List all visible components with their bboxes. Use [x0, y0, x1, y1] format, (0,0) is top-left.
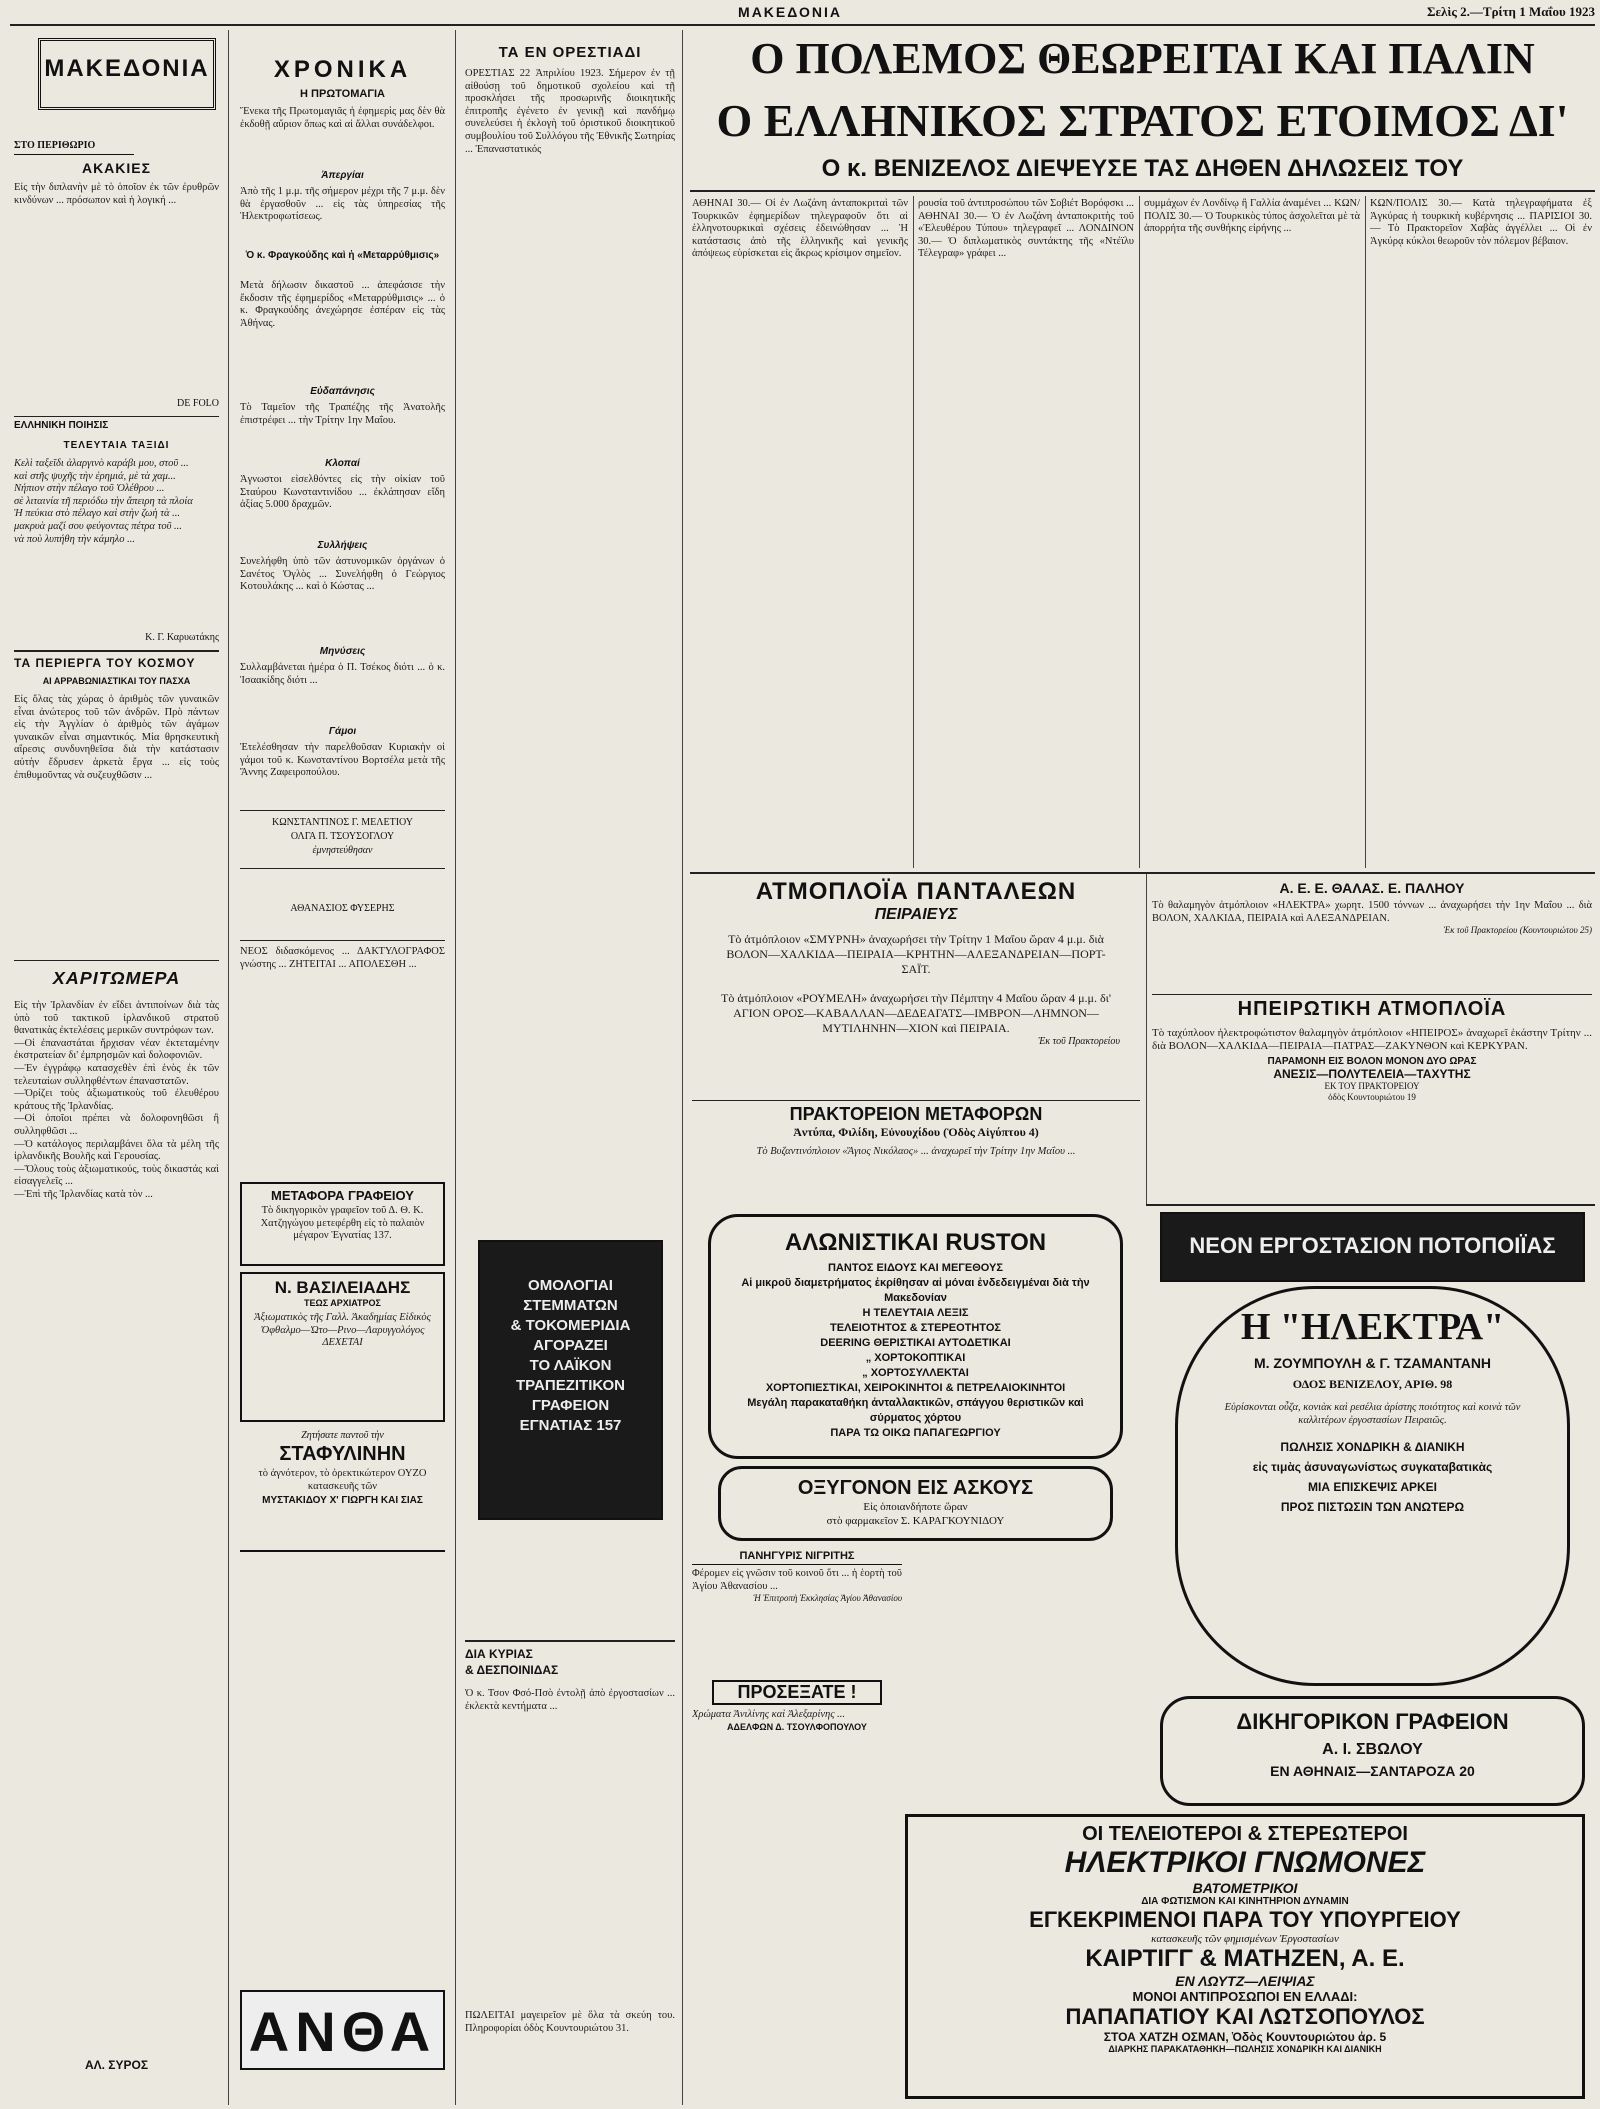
ad-antha: ΑΝΘΑ: [240, 1990, 445, 2070]
ad-dikigoros: [1160, 1696, 1585, 1806]
ad-ruston-title: ΑΛΩΝΙΣΤΙΚΑΙ RUSTON: [784, 1229, 1047, 1256]
ad-pantaleon-title: ΑΤΜΟΠΛΟΪΑ ΠΑΝΤΑΛΕΩΝ: [755, 878, 1077, 905]
ad-stafylini: [240, 1430, 445, 1540]
ad-dikigoros-title: ΔΙΚΗΓΟΡΙΚΟΝ ΓΡΑΦΕΙΟΝ: [1236, 1709, 1509, 1734]
ad-prosexate: [692, 1680, 902, 1820]
main-col-d: ΚΩΝ/ΠΟΛΙΣ 30.— Κατὰ τηλεγραφήματα ἐξ Ἀγκύρας ἡ τουρκικὴ κυβέρνησις ... ΠΑΡΙΣΙΟΙ 30.— Τὸ Πρακτορεῖον Χαβὰς ἀγγέλλει ... Οἱ ἐν Ἀγκύρᾳ κύκλοι θεωροῦν τὸν πόλεμον βέβαιον.: [1370, 198, 1592, 247]
ad-dikigoros-name: Α. Ι. ΣΒΩΛΟΥ: [1322, 1741, 1423, 1758]
ad-praktoreion: [692, 1104, 1140, 1204]
article-subtitle-perierga: ΑΙ ΑΡΡΑΒΩΝΙΑΣΤΙΚΑΙ ΤΟΥ ΠΑΣΧΑ: [42, 676, 191, 686]
divider: [14, 960, 219, 961]
ad-metafora: [240, 1182, 445, 1266]
ad-ilektra-addr: ΟΔΟΣ ΒΕΝΙΖΕΛΟΥ, ΑΡΙΘ. 98: [1292, 1377, 1453, 1391]
ad-panigyris-title: ΠΑΝΗΓΥΡΙΣ ΝΙΓΡΙΤΗΣ: [692, 1550, 902, 1565]
ad-gnomones-l4: ΔΙΑ ΦΩΤΙΣΜΟΝ ΚΑΙ ΚΙΝΗΤΗΡΙΟΝ ΔΥΝΑΜΙΝ: [1141, 1896, 1349, 1907]
section-label: ΣΤΟ ΠΕΡΙΘΩΡΙΟ: [14, 140, 134, 155]
ad-ilektra-title: Η "ΗΛΕΚΤΡΑ": [1240, 1306, 1505, 1348]
chronika-body5: Ἀγνωστοι εἰσελθόντες εἰς τὴν οἰκίαν τοῦ Σταύρου Κωνσταντινίδου ... ἐκλάπησαν εἴδη ἀξίας 5.000 δραχμῶν.: [240, 474, 445, 511]
ad-gnomones-l3: ΒΑΤΟΜΕΤΡΙΚΟΙ: [1192, 1880, 1298, 1896]
ad-ilektra-head: ΝΕΟΝ ΕΡΓΟΣΤΑΣΙΟΝ ΠΟΤΟΠΟΙΪΑΣ: [1189, 1233, 1556, 1258]
orestiada-title: ΤΑ ΕΝ ΟΡΕΣΤΙΑΔΙ: [498, 44, 642, 61]
headline-main: Ο ΠΟΛΕΜΟΣ ΘΕΩΡΕΙΤΑΙ ΚΑΙ ΠΑΛΙΝ: [750, 34, 1535, 83]
ad-gnomones-l9: ΜΟΝΟΙ ΑΝΤΙΠΡΟΣΩΠΟΙ ΕΝ ΕΛΛΑΔΙ:: [1132, 1989, 1358, 2004]
engagement-notice: [240, 816, 445, 864]
ad-praktoreion-body: Τὸ Βυζαντινόπλοιον «Ἅγιος Νικόλαος» ... ἀναχωρεῖ τὴν Τρίτην 1ην Μαΐου ...: [756, 1146, 1076, 1157]
col-rule-3: [682, 30, 683, 2105]
ad-prosexate-title: ΠΡΟΣΕΞΑΤΕ !: [712, 1680, 882, 1705]
ad-vasileiadis-sub: ΤΕΩΣ ΑΡΧΙΑΤΡΟΣ: [304, 1298, 381, 1308]
date-line: Σελὶς 2.—Τρίτη 1 Μαΐου 1923: [1426, 4, 1595, 19]
chronika-head2: Ἀπεργίαι: [321, 170, 364, 181]
ad-ilektra-lines: ΠΩΛΗΣΙΣ ΧΟΝΔΡΙΚΗ & ΔΙΑΝΙΚΗ εἰς τιμὰς ἀσυναγωνίστως συγκαταβατικὰς ΜΙΑ ΕΠΙΣΚΕΨΙΣ ΑΡΚΕΙ ΠΡΟΣ ΠΙΣΤΩΣΙΝ ΤΩΝ ΑΝΩΤΕΡΩ: [1252, 1440, 1493, 1515]
poetry-section: ΕΛΛΗΝΙΚΗ ΠΟΙΗΣΙΣ: [14, 420, 109, 431]
wedding-groom: ΑΘΑΝΑΣΙΟΣ ΦΥΣΕΡΗΣ: [290, 903, 395, 914]
ad-gnomones-l8: ΕΝ ΛΩΥΤΖ—ΛΕΙΨΙΑΣ: [1175, 1973, 1315, 1989]
ad-stafylini-body: τὸ ἀγνότερον, τὸ ὀρεκτικώτερον ΟΥΖΟ κατασκευῆς τῶν: [258, 1468, 430, 1492]
ad-ruston: [708, 1214, 1123, 1459]
ladies-body: Ὁ κ. Τσον Φσό-Πσὸ ἐντολῇ ἀπὸ ἐργοστασίων ... ἐκλεκτὰ κεντήματα ...: [465, 1688, 675, 1712]
logo-box: [38, 38, 216, 110]
divider: [1152, 994, 1592, 995]
signature-defolo: DE FOLO: [177, 398, 219, 409]
ad-panigyris-sig: Ἡ Ἐπιτροπὴ Ἐκκλησίας Ἁγίου Ἀθανασίου: [753, 1593, 902, 1604]
ad-thallas: [1152, 880, 1592, 990]
article-title-perierga: ΤΑ ΠΕΡΙΕΡΓΑ ΤΟΥ ΚΟΣΜΟΥ: [14, 656, 196, 670]
ad-ilektra-owners: Μ. ΖΟΥΜΠΟΥΛΗ & Γ. ΤΖΑΜΑΝΤΑΝΗ: [1253, 1355, 1492, 1371]
ad-gnomones-l6: κατασκευῆς τῶν φημισμένων Ἐργοστασίων: [1151, 1933, 1339, 1945]
divider: [1146, 1204, 1595, 1206]
ad-gnomones-l11: ΣΤΟΑ ΧΑΤΖΗ ΟΣΜΑΝ, Ὁδὸς Κουντουριώτου ἀρ. 5: [1103, 2030, 1387, 2044]
article-body-xaritomera: Εἰς τὴν Ἰρλανδίαν ἐν εἴδει ἀντιποίνων διὰ τὰς ὑπὸ τοῦ τακτικοῦ ἰρλανδικοῦ στρατοῦ θανατικὰς ἐκτελέσεις μερικῶν συντρόφων των. —Οἱ ἐπαναστάται ἤρχισαν νέαν ἐκτεταμένην ἐκστρατείαν δι' ἐμπρησμῶν καὶ δολοφονιῶν. —Ἐν ἐγγράφῳ κατασχεθὲν ἐπὶ ἑνὸς ἐκ τῶν τελευταίων συλληφθέντων ἐπαναστατῶν. —Ὀρίζει τοὺς ἀξιωματικοὺς τοῦ ἐλευθέρου κράτους τῆς Ἰρλανδίας. —Οἱ ὁποῖοι πρέπει νὰ δολοφονηθῶσι ἢ συλληφθῶσι ... —Ὁ κατάλογος περιλαμβάνει ὅλα τὰ μέλη τῆς ἰρλανδικῆς Βουλῆς καὶ Γερουσίας. —Ὅλους τοὺς ἀξιωματικούς, τοὺς δικαστάς καὶ εἰσαγγελεῖς ... —Ἐπὶ τῆς Ἰρλανδίας κατὰ τὸν ...: [14, 1000, 219, 1200]
ad-pantaleon-body1: Τὸ ἀτμόπλοιον «ΣΜΥΡΝΗ» ἀναχωρήσει τὴν Τρίτην 1 Μαΐου ὥραν 4 μ.μ. διὰ ΒΟΛΟΝ—ΧΑΛΚΙΔΑ—ΠΕΙΡΑΙΑ—ΚΡΗΤΗΝ—ΑΛΕΞΑΝΔΡΕΙΑΝ—ΠΟΡΤ-ΣΑΪΤ.: [726, 932, 1107, 976]
ad-gnomones-l10: ΠΑΠΑΠΑΤΙΟΥ ΚΑΙ ΛΩΤΣΟΠΟΥΛΟΣ: [1065, 2004, 1425, 2029]
poem-signature: Κ. Γ. Καρυωτάκης: [145, 632, 219, 643]
chronika-head8: Γάμοι: [328, 726, 357, 737]
divider: [240, 868, 445, 869]
ad-stafylini-head: Ζητήσατε παντοῦ τὴν: [301, 1430, 384, 1441]
ad-gnomones-l7: ΚΑΙΡΤΙΓΓ & ΜΑΤΗΖΕΝ, Α. Ε.: [1085, 1945, 1405, 1972]
main-col-b: ρουσία τοῦ ἀντιπροσώπου τῶν Σοβιέτ Βορόφσκι ... ΑΘΗΝΑΙ 30.— Ὁ ἐν Λωζάνη ἀνταποκριτὴς τοῦ «Ἐλευθέρου Τύπου» τηλεγραφεῖ ... ΛΟΝΔΙΝΟΝ 30.— Ὁ διπλωματικὸς συντάκτης τῆς «Ντέϊλυ Τέλεγραφ» γράφει ...: [918, 198, 1134, 260]
col-rule-1: [228, 30, 229, 2105]
poem-body: Κελὶ ταξεῖδι ἀλαργινὸ καράβι μου, στοῦ ... καὶ στῆς ψυχῆς τὴν ἐρημιά, μὲ τὰ χαμ... Νήπιον στὴν πέλαγο τοῦ Ὁλέθρου ... σὲ λιταινία τῆ περιόδω τὴν ἄπειρη τὰ πλοία Ἡ πεύκια στὸ πέλαγο καὶ στὴν ζωὴ τὰ ... μακρυὰ μαζί σου φεύγοντας πέτρα τοῦ ... νὰ ποὺ λυπήθη τὴν κάμηλο ...: [14, 458, 193, 545]
article-body-akakies: Εἰς τὴν διπλανὴν μὲ τὸ ὁποῖον ἐκ τῶν ἐρυθρῶν κινδύνων ... πρόσωπον καὶ ἡ λογική ...: [14, 182, 219, 206]
divider: [240, 1550, 445, 1552]
ad-pantaleon: [692, 878, 1140, 1098]
ad-ipirotiki-body: Τὸ ταχύπλοον ἠλεκτροφώτιστον θαλαμηγὸν ἀτμόπλοιον «ΗΠΕΙΡΟΣ» ἀναχωρεῖ ἑκάστην Τρίτην ... διὰ ΒΟΛΟΝ—ΧΑΛΚΙΔΑ—ΠΕΙΡΑΙΑ—ΠΑΤΡΑΣ—ΖΑΚΥΝΘΟΝ καὶ ΚΕΡΚΥΡΑΝ.: [1152, 1027, 1592, 1052]
chronika-title: ΧΡΟΝΙΚΑ: [273, 56, 412, 83]
ad-gnomones-l5: ΕΓΚΕΚΡΙΜΕΝΟΙ ΠΑΡΑ ΤΟΥ ΥΠΟΥΡΓΕΙΟΥ: [1029, 1907, 1461, 1932]
divider: [14, 650, 219, 652]
ad-metafora-body: Τὸ δικηγορικὸν γραφεῖον τοῦ Δ. Θ. Κ. Χατζηγώγου μετεφέρθη εἰς τὸ παλαιὸν μέγαρον Ἐγνατίας 137.: [260, 1205, 428, 1242]
ad-ipirotiki-line2: ΠΑΡΑΜΟΝΗ ΕΙΣ ΒΟΛΟΝ ΜΟΝΟΝ ΔΥΟ ΩΡΑΣ: [1267, 1056, 1477, 1068]
ad-metafora-title: ΜΕΤΑΦΟΡΑ ΓΡΑΦΕΙΟΥ: [271, 1188, 414, 1203]
divider: [690, 872, 1595, 874]
headline-third: Ο κ. ΒΕΝΙΖΕΛΟΣ ΔΙΕΨΕΥΣΕ ΤΑΣ ΔΗΘΕΝ ΔΗΛΩΣΕΙΣ ΤΟΥ: [821, 155, 1464, 182]
ad-ipirotiki-sig: ΕΚ ΤΟΥ ΠΡΑΚΤΟΡΕΙΟΥ ὁδὸς Κουντουριώτου 19: [1324, 1081, 1420, 1103]
ad-ipirotiki-line3: ΑΝΕΣΙΣ—ΠΟΛΥΤΕΛΕΙΑ—ΤΑΧΥΤΗΣ: [1273, 1067, 1471, 1082]
headline-second: Ο ΕΛΛΗΝΙΚΟΣ ΣΤΡΑΤΟΣ ΕΤΟΙΜΟΣ ΔΙ': [716, 95, 1569, 146]
chronika-body4: Τὸ Ταμεῖον τῆς Τραπέζης τῆς Ἀνατολῆς ἐπιστρέφει ... τὴν Τρίτην 1ην Μαΐου.: [240, 402, 445, 426]
engagement-text: ἐμνηστεύθησαν: [312, 845, 373, 856]
divider: [692, 1100, 1140, 1101]
article-title-xaritomera: ΧΑΡΙΤΩΜΕΡΑ: [52, 968, 181, 988]
ad-dikigoros-addr: ΕΝ ΑΘΗΝΑΙΣ—ΣΑΝΤΑΡΟΖΑ 20: [1270, 1763, 1475, 1779]
orestiada-body: ΟΡΕΣΤΙΑΣ 22 Ἀπριλίου 1923. Σήμερον ἐν τῇ αἰθούσῃ τοῦ δημοτικοῦ σχολείου καὶ τῇ προσκλήσει τῆς προσωρινῆς διοικητικῆς ἐπιτροπῆς ἐγένετο ἐν γενικῇ καὶ πανδήμῳ συνελεύσει ἡ ἐκλογὴ τοῦ ὀριστικοῦ διοικητικοῦ συμβουλίου τοῦ Συλλόγου τῆς Ἐθνικῆς Σωτηρίας ... Ἐπαναστατικός: [465, 68, 675, 155]
chronika-body2: Ἀπὸ τῆς 1 μ.μ. τῆς σήμερον μέχρι τῆς 7 μ.μ. δὲν θὰ ἐργασθοῦν ... εἰς τὰς ὑπηρεσίας τῆς Ἡλεκτροφωτίσεως.: [240, 186, 445, 223]
ad-thallas-title: Α. Ε. Ε. ΘΑΛΑΣ. Ε. ΠΑΛΗΟΥ: [1279, 880, 1465, 896]
ad-pantaleon-sub: ΠΕΙΡΑΙΕΥΣ: [874, 906, 958, 923]
ad-vasileiadis-body: Ἀξιωματικὸς τῆς Γαλλ. Ἀκαδημίας Εἰδικὸς Ὀφθαλμο—Ὠτο—Ρινο—Λαρυγγολόγος ΔΕΧΕΤΑΙ: [254, 1312, 431, 1349]
chronika-head5: Κλοπαί: [325, 458, 360, 469]
sale-notice: ΠΩΛΕΙΤΑΙ μαγειρεῖον μὲ ὅλα τὰ σκεύη του. Πληροφορίαι ὁδὸς Κουντουριώτου 31.: [465, 2010, 675, 2034]
ad-gnomones-l2: ΗΛΕΚΤΡΙΚΟΙ ΓΝΩΜΟΝΕΣ: [1064, 1846, 1426, 1879]
wedding-notice: [240, 874, 445, 934]
ad-pantaleon-body2: Τὸ ἀτμόπλοιον «ΡΟΥΜΕΛΗ» ἀναχωρήσει τὴν Πέμπτην 4 Μαΐου ὥραν 4 μ.μ. δι' ΑΓΙΟΝ ΟΡΟΣ—ΚΑΒΑΛΛΑΝ—ΔΕΔΕΑΓΑΤΣ—ΙΜΒΡΟΝ—ΛΗΜΝΟΝ—ΜΥΤΙΛΗΝΗΝ—ΧΙΟΝ καὶ ΠΕΙΡΑΙΑ.: [720, 991, 1114, 1035]
main-col-rule: [913, 196, 914, 868]
main-col-rule: [1139, 196, 1140, 868]
ad-gnomones: [905, 1814, 1585, 2099]
top-rule: [10, 24, 1595, 26]
chronika-head4: Εὐδαπάνησις: [310, 386, 375, 397]
masthead-name: ΜΑΚΕΔΟΝΙΑ: [738, 4, 842, 20]
main-col-c: συμμάχων ἐν Λονδίνῳ ἢ Γαλλία ἀναμένει ... ΚΩΝ/ΠΟΛΙΣ 30.— Ὁ Τουρκικὸς τύπος ἀσχολεῖται μὲ τὰ ἀπορρήτα τῆς συνθήκης εἰρήνης ...: [1144, 198, 1360, 235]
article-body-perierga: Εἰς ὅλας τὰς χώρας ὁ ἀριθμὸς τῶν γυναικῶν εἶναι ἀνώτερος τοῦ τῶν ἀνδρῶν. Πρὸ πάντων εἰς τὴν Ἀγγλίαν ὁ ἀριθμὸς τῶν ἀγάμων γυναικῶν εἶναι σημαντικός. Μία θρησκευτικὴ αἵρεσις συνδυνηθεῖσα διὰ τὴν κατάστασιν αὐτὴν ἔδρυσεν ἀρκετὰ ἔργα ... εἰς τοὺς ἐπιθυμοῦντας νὰ συζευχθῶσιν ...: [14, 694, 219, 781]
ad-prosexate-sig: ΑΔΕΛΦΩΝ Δ. ΤΣΟΥΛΦΟΠΟΥΛΟΥ: [727, 1721, 867, 1732]
classified-ads: ΝΕΟΣ διδασκόμενος ... ΔΑΚΤΥΛΟΓΡΑΦΟΣ γνώστης ... ΖΗΤΕΙΤΑΙ ... ΑΠΟΛΕΣΘΗ ...: [240, 946, 445, 970]
ad-laikon-text: ΟΜΟΛΟΓΙΑΙ ΣΤΕΜΜΑΤΩΝ & ΤΟΚΟΜΕΡΙΔΙΑ ΑΓΟΡΑΖΕΙ ΤΟ ΛΑΪΚΟΝ ΤΡΑΠΕΖΙΤΙΚΟΝ ΓΡΑΦΕΙΟΝ ΕΓΝΑΤΙΑΣ 157: [510, 1277, 631, 1434]
divider: [240, 940, 445, 941]
article-title-akakies: ΑΚΑΚΙΕΣ: [81, 160, 152, 176]
ad-ilektra-body: Εὑρίσκονται οὖζα, κονιὰκ καὶ ρεσέλια ἀρίστης ποιότητος καὶ κοινὰ τῶν καλλιτέρων ἐργοστασίων Πειραιῶς.: [1224, 1402, 1524, 1426]
ad-ipirotiki: [1152, 998, 1592, 1198]
ad-oxygonon-title: ΟΞΥΓΟΝΟΝ ΕΙΣ ΑΣΚΟΥΣ: [797, 1477, 1034, 1499]
ad-stafylini-sig: ΜΥΣΤΑΚΙΔΟΥ Χ' ΓΙΩΡΓΗ ΚΑΙ ΣΙΑΣ: [262, 1495, 423, 1507]
poem-title: ΤΕΛΕΥΤΑΙΑ ΤΑΞΙΔΙ: [63, 440, 170, 451]
divider: [465, 1640, 675, 1642]
signature-syros: ΑΛ. ΣΥΡΟΣ: [84, 2058, 149, 2072]
chronika-sub: Η ΠΡΩΤΟΜΑΓΙΑ: [300, 88, 385, 100]
main-col-rule: [1365, 196, 1366, 868]
divider: [240, 810, 445, 811]
col-rule: [1146, 874, 1147, 1204]
ad-thallas-sig: Ἐκ τοῦ Πρακτορείου (Κουντουριώτου 25): [1443, 925, 1592, 936]
ladies-title: ΔΙΑ ΚΥΡΙΑΣ & ΔΕΣΠΟΙΝΙΔΑΣ: [465, 1647, 559, 1677]
ad-oxygonon: [718, 1466, 1113, 1541]
chronika-body3: Μετὰ δήλωσιν δικαστοῦ ... ἀπεφάσισε τὴν ἔκδοσιν τῆς ἐφημερίδος «Μεταρρύθμισις» ... ὁ κ. Φραγκούδης ἀνεχώρησε ἐσπέραν εἰς τὰς Ἀθήνας.: [240, 280, 445, 329]
ad-gnomones-l12: ΔΙΑΡΚΗΣ ΠΑΡΑΚΑΤΑΘΗΚΗ—ΠΩΛΗΣΙΣ ΧΟΝΔΡΙΚΗ ΚΑΙ ΔΙΑΝΙΚΗ: [1108, 2044, 1382, 2054]
logo-text: ΜΑΚΕΔΟΝΙΑ: [44, 55, 210, 82]
ad-ilektra-oval: [1175, 1286, 1570, 1686]
ad-laikon: [478, 1240, 663, 1520]
ad-stafylini-title: ΣΤΑΦΥΛΙΝΗΝ: [279, 1443, 406, 1465]
chronika-head7: Μηνύσεις: [319, 646, 366, 657]
chronika-body8: Ἐτελέσθησαν τὴν παρελθοῦσαν Κυριακὴν οἱ γάμοι τοῦ κ. Κωνσταντίνου Βορτσέλα μετὰ τῆς Ἄννης Ζαφειροπούλου.: [240, 742, 445, 779]
ad-panigyris-body: Φέρομεν εἰς γνῶσιν τοῦ κοινοῦ ὅτι ... ἡ ἑορτὴ τοῦ Ἁγίου Ἀθανασίου ...: [692, 1568, 902, 1592]
ad-vasileiadis-title: Ν. ΒΑΣΙΛΕΙΑΔΗΣ: [274, 1278, 411, 1297]
ad-praktoreion-title: ΠΡΑΚΤΟΡΕΙΟΝ ΜΕΤΑΦΟΡΩΝ: [789, 1104, 1043, 1124]
main-col-a: ΑΘΗΝΑΙ 30.— Οἱ ἐν Λωζάνη ἀνταποκριταὶ τῶν Τουρκικῶν ἐφημερίδων τηλεγραφοῦν ὅτι αἱ ἑλληνοτουρκικαὶ σχέσεις ἐδεινώθησαν ... Ἡ κατάστασις ἀπὸ τῆς ἑλληνικῆς καὶ γενικῆς ἀπόψεως εὑρίσκεται εἰς ἄκρως κρίσιμον σημεῖον.: [692, 198, 908, 260]
ad-vasileiadis: [240, 1272, 445, 1422]
ad-panigyris: [692, 1550, 902, 1670]
ad-ruston-lines: ΠΑΝΤΟΣ ΕΙΔΟΥΣ ΚΑΙ ΜΕΓΕΘΟΥΣ Αἱ μικροῦ διαμετρήματος ἐκρίθησαν αἱ μόναι ἐνδεδειγμέναι διὰ τὴν Μακεδονίαν Η ΤΕΛΕΥΤΑΙΑ ΛΕΞΙΣ ΤΕΛΕΙΟΤΗΤΟΣ & ΣΤΕΡΕΟΤΗΤΟΣ DEERING ΘΕΡΙΣΤΙΚΑΙ ΑΥΤΟΔΕΤΙΚΑΙ „ ΧΟΡΤΟΚΟΠΤΙΚΑΙ „ ΧΟΡΤΟΣΥΛΛΕΚΤΑΙ ΧΟΡΤΟΠΙΕΣΤΙΚΑΙ, ΧΕΙΡΟΚΙΝΗΤΟΙ & ΠΕΤΡΕΛΑΙΟΚΙΝΗΤΟΙ Μεγάλη παρακαταθήκη ἀνταλλακτικῶν, σπάγγου θεριστικῶν καὶ σύρματος χόρτου ΠΑΡΑ ΤΩ ΟΙΚΩ ΠΑΠΑΓΕΩΡΓΙΟΥ: [741, 1262, 1090, 1439]
col-rule-2: [455, 30, 456, 2105]
chronika-body6: Συνελήφθη ὑπὸ τῶν ἀστυνομικῶν ὀργάνων ὁ Σανέτος Ὀγλὸς ... Συνελήφθη ὁ Γεώργιος Κοτουλάκης ... καὶ ὁ Κώστας ...: [240, 556, 445, 593]
ad-prosexate-body: Χρώματα Ἀνιλίνης καὶ Ἀλεξαρίνης ...: [692, 1709, 846, 1720]
ad-thallas-body: Τὸ θαλαμηγὸν ἀτμόπλοιον «ΗΛΕΚΤΡΑ» χωρητ. 1500 τόννων ... ἀναχωρήσει τὴν 1ην Μαΐου ... διὰ ΒΟΛΟΝ, ΧΑΛΚΙΔΑ, ΠΕΙΡΑΙΑ καὶ ΑΛΕΞΑΝΔΡΕΙΑΝ.: [1152, 900, 1592, 924]
ad-gnomones-l1: ΟΙ ΤΕΛΕΙΟΤΕΡΟΙ & ΣΤΕΡΕΩΤΕΡΟΙ: [1082, 1823, 1408, 1845]
chronika-head3: Ὁ κ. Φραγκούδης καὶ ἡ «Μεταρρύθμισις»: [245, 250, 440, 261]
ad-oxygonon-body: Εἰς ὁποιανδήποτε ὥραν στὸ φαρμακεῖον Σ. ΚΑΡΑΓΚΟΥΝΙΔΟΥ: [826, 1501, 1005, 1527]
ad-ipirotiki-title: ΗΠΕΙΡΩΤΙΚΗ ΑΤΜΟΠΛΟΪΑ: [1237, 998, 1507, 1020]
ad-pantaleon-sig: Ἐκ τοῦ Πρακτορείου: [1038, 1036, 1120, 1047]
chronika-body7: Συλλαμβάνεται ἡμέρα ὁ Π. Τσέκος διότι ... ὁ κ. Ἰσαακίδης διότι ...: [240, 662, 445, 686]
ad-ilektra-banner: [1160, 1212, 1585, 1282]
chronika-head6: Συλλήψεις: [317, 540, 368, 551]
divider: [690, 190, 1595, 192]
engagement-groom: ΚΩΝΣΤΑΝΤΙΝΟΣ Γ. ΜΕΛΕΤΙΟΥ: [272, 817, 413, 828]
ad-praktoreion-sub: Ἀντύπα, Φιλίδη, Εὐνουχίδου (Ὁδὸς Αἰγύπτου 4): [793, 1125, 1039, 1139]
divider: [14, 416, 219, 417]
chronika-body1: Ἕνεκα τῆς Πρωτομαγιᾶς ἡ ἐφημερὶς μας δὲν θὰ ἐκδοθῇ αὔριον ὅπως καὶ αἱ ἄλλαι συνάδελφοι.: [240, 106, 445, 130]
engagement-bride: ΟΛΓΑ Π. ΤΣΟΥΣΟΓΛΟΥ: [290, 831, 395, 842]
